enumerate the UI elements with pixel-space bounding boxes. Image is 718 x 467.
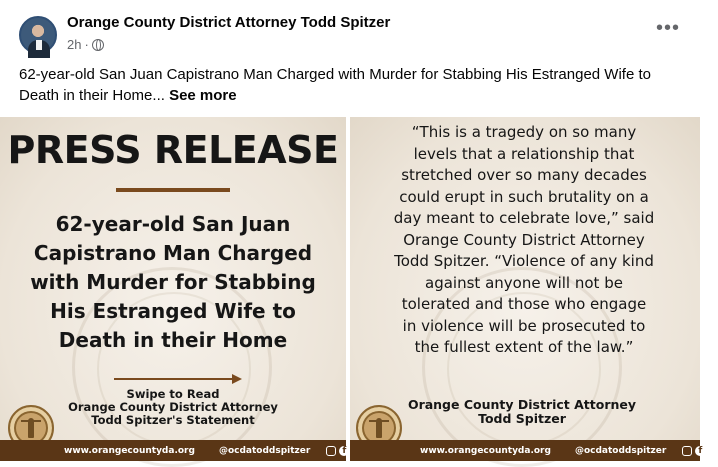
instagram-icon <box>682 446 692 456</box>
footer-handle: @ocdatoddspitzer <box>218 445 311 456</box>
quote-line: in violence will be prosecuted to <box>402 316 646 335</box>
headline-line: 62-year-old San Juan <box>55 212 291 236</box>
quote-attribution <box>392 398 652 426</box>
statement-quote <box>358 122 690 359</box>
quote-line: tolerated and those who engage <box>401 295 647 313</box>
quote-line: day meant to celebrate love,” said <box>393 209 655 227</box>
image-footer-left <box>0 440 346 461</box>
title-divider <box>116 188 230 192</box>
post-time-link[interactable]: 2h <box>67 37 82 52</box>
globe-icon <box>92 39 104 51</box>
headline-line: Capistrano Man Charged <box>33 241 313 265</box>
quote-line: levels that a relationship that <box>413 144 635 163</box>
swipe-line: Todd Spitzer's Statement <box>91 413 255 427</box>
see-more-link[interactable]: See more <box>169 87 237 104</box>
headline-line: Death in their Home <box>58 328 288 352</box>
meta-separator: · <box>84 37 89 52</box>
footer-url: www.orangecountyda.org <box>420 445 551 456</box>
arrow-shaft <box>114 378 234 380</box>
arrow-right-icon <box>114 374 242 384</box>
quote-line: the fullest extent of the law.” <box>414 338 634 356</box>
quote-line: against anyone will not be <box>425 273 623 292</box>
social-icons <box>682 446 718 456</box>
avatar[interactable] <box>19 16 57 54</box>
swipe-line: Swipe to Read <box>126 387 220 401</box>
quote-line: Orange County District Attorney <box>403 230 645 249</box>
swipe-line: Orange County District Attorney <box>68 400 278 414</box>
press-release-title: PRESS RELEASE <box>7 128 339 172</box>
post-header <box>0 0 700 62</box>
quote-line: Todd Spitzer. “Violence of any kind <box>394 252 654 270</box>
arrow-head <box>232 374 242 384</box>
press-release-headline <box>10 210 336 355</box>
caption-text: 62-year-old San Juan Capistrano Man Charged with Murder for Stabbing His Estranged Wife to Death in their Home... <box>19 66 651 104</box>
attribution-line: Orange County District Attorney <box>407 397 637 412</box>
x-icon: X <box>709 445 717 456</box>
footer-url: www.orangecountyda.org <box>64 445 195 456</box>
attribution-line: Todd Spitzer <box>478 411 566 426</box>
instagram-icon <box>326 446 336 456</box>
author-name-link[interactable]: Orange County District Attorney Todd Spitzer <box>67 14 391 31</box>
post-meta <box>67 37 104 52</box>
headline-line: His Estranged Wife to <box>50 299 296 323</box>
facebook-icon: f <box>695 446 705 456</box>
headline-line: with Murder for Stabbing <box>30 270 316 294</box>
post-caption <box>19 64 679 106</box>
footer-handle: @ocdatoddspitzer <box>574 445 667 456</box>
avatar-shirt-shape <box>36 40 42 50</box>
quote-line: could erupt in such brutality on a <box>399 187 649 206</box>
figure-shape <box>28 418 34 438</box>
figure-shape <box>376 418 382 438</box>
more-options-button[interactable]: ••• <box>655 17 680 39</box>
quote-line: stretched over so many decades <box>401 166 647 184</box>
facebook-icon: f <box>339 446 349 456</box>
quote-line: “This is a tragedy on so many <box>411 123 637 141</box>
image-footer-right <box>350 440 717 461</box>
